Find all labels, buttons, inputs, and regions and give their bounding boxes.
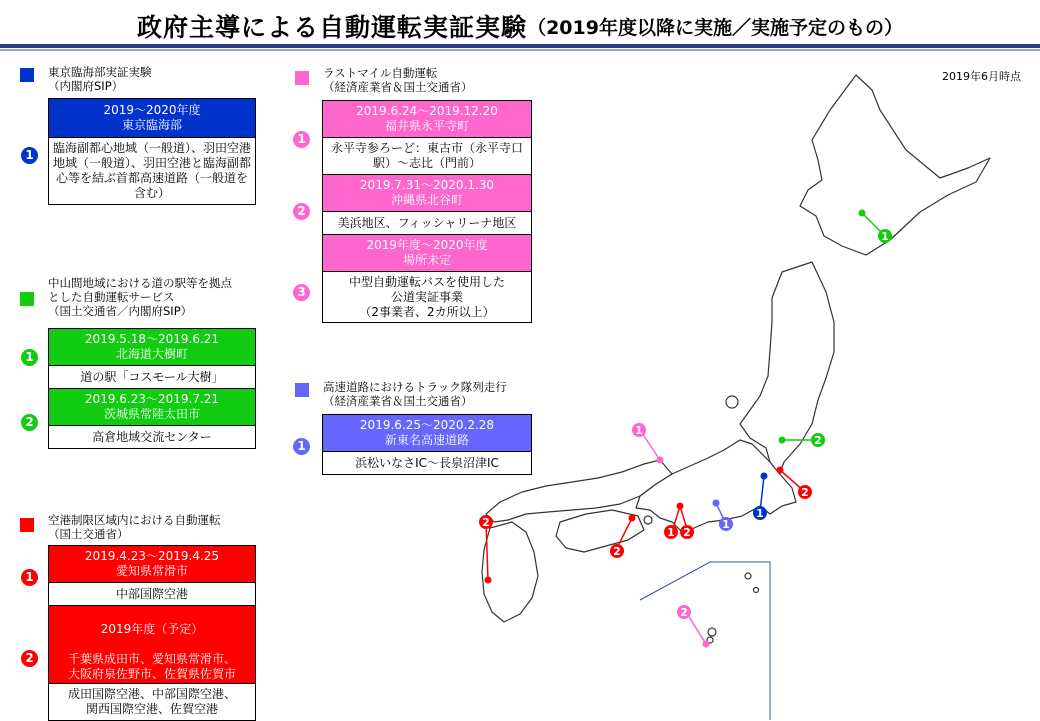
date: 2019.7.31～2020.1.30 (359, 178, 495, 192)
legend-square-green (20, 292, 34, 306)
page-title (0, 0, 1040, 44)
number-badge: 2 (21, 414, 38, 431)
place: 愛知県常滑市 (115, 564, 188, 578)
map-marker (719, 517, 733, 531)
tokyo-header (49, 99, 256, 138)
map-marker (664, 525, 678, 539)
place: 福井県永平寺町 (384, 119, 469, 133)
location-dot (859, 210, 866, 217)
place: 場所未定 (402, 253, 451, 267)
number-badge: 1 (21, 349, 38, 366)
kyushu-shape (482, 522, 538, 622)
mountain-header-2 (49, 389, 256, 426)
place: 新東名高速道路 (384, 433, 469, 447)
place: 沖縄県北谷町 (390, 193, 463, 207)
lastmile-desc-1: 永平寺参ろーど：東古市（永平寺口駅）～志比（門前） (323, 138, 532, 175)
svg-text:2: 2 (482, 516, 490, 529)
title-rule (0, 44, 1040, 48)
svg-text:2: 2 (680, 606, 688, 619)
map-marker (610, 544, 624, 558)
svg-text:1: 1 (635, 424, 643, 437)
number-badge: 3 (293, 284, 310, 301)
number-badge: 1 (293, 131, 310, 148)
islet-shape (754, 588, 759, 593)
svg-text:2: 2 (801, 486, 809, 499)
mountain-desc-2: 高倉地域交流センター (49, 426, 256, 449)
honshu-west-shape (486, 460, 672, 522)
map-marker (811, 433, 825, 447)
place: 東京臨海部 (121, 118, 182, 132)
awaji-island-shape (644, 516, 652, 524)
location-dot (485, 577, 492, 584)
airport-desc-2: 成田国際空港、中部国際空港、 関西国際空港、佐賀空港 (49, 684, 256, 721)
map-marker (632, 423, 646, 437)
lastmile-desc-3: 中型自動運転バスを使用した 公道実証事業 （2事業者、2カ所以上） (323, 272, 532, 323)
place: 北海道大樹町 (115, 347, 188, 361)
location-dot (657, 457, 664, 464)
date: 2019.6.23～2019.7.21 (84, 392, 220, 406)
okinawa-island-shape (708, 628, 716, 636)
place: 千葉県成田市、愛知県常滑市、 大阪府泉佐野市、佐賀県佐賀市 (67, 652, 236, 681)
svg-text:2: 2 (613, 545, 621, 558)
airport-header-1 (49, 546, 256, 583)
svg-text:1: 1 (722, 518, 730, 531)
legend-square-pink (295, 71, 309, 85)
svg-text:1: 1 (881, 230, 889, 243)
location-dot (779, 437, 786, 444)
title-sub: （2019年度以降に実施／実施予定のもの） (527, 17, 903, 39)
date: 2019.5.18～2019.6.21 (84, 332, 220, 346)
lastmile-desc-2: 美浜地区、フィッシャリーナ地区 (323, 212, 532, 235)
location-dot (777, 467, 784, 474)
section-title-truck: 高速道路におけるトラック隊列走行 （経済産業省＆国土交通省） (323, 380, 507, 408)
legend-square-blue (20, 68, 34, 82)
date: 2019.6.25～2020.2.28 (359, 418, 495, 432)
section-title-tokyo: 東京臨海部実証実験 （内閣府SIP） (48, 65, 152, 93)
legend-square-red (20, 518, 34, 532)
map-marker (479, 515, 493, 529)
japan-map (430, 70, 1040, 720)
date: 2019.4.23～2019.4.25 (84, 549, 220, 563)
section-title-airport: 空港制限区域内における自動運転 （国土交通省） (48, 513, 221, 541)
location-dot (703, 641, 710, 648)
tokyo-desc: 臨海副都心地域（一般道）、羽田空港地域（一般道）、羽田空港と臨海副都心等を結ぶ首都高速道路（一般道を含む） (49, 138, 256, 205)
map-marker (878, 229, 892, 243)
sado-island-shape (726, 396, 738, 408)
map-marker (753, 506, 767, 520)
mountain-header-1 (49, 329, 256, 366)
svg-text:2: 2 (683, 526, 691, 539)
date: 2019年度（予定） (100, 622, 204, 636)
airport-header-2 (49, 606, 256, 684)
number-badge: 1 (21, 569, 38, 586)
hokkaido-shape (800, 75, 990, 255)
map-marker (677, 605, 691, 619)
location-dot (677, 503, 684, 510)
mountain-desc-1: 道の駅「コスモール大樹」 (49, 366, 256, 389)
section-title-lastmile: ラストマイル自動運転 （経済産業省＆国土交通省） (323, 66, 473, 94)
islet-shape (745, 573, 751, 579)
svg-text:2: 2 (814, 434, 822, 447)
location-dot (761, 473, 768, 480)
number-badge: 1 (293, 438, 310, 455)
location-dot (629, 515, 636, 522)
tokyo-table (48, 98, 256, 205)
truck-desc: 浜松いなさIC～長泉沼津IC (323, 452, 532, 475)
number-badge: 1 (21, 147, 38, 164)
airport-desc-1: 中部国際空港 (49, 583, 256, 606)
mountain-table (48, 328, 256, 449)
map-marker (798, 485, 812, 499)
place: 茨城県常陸太田市 (103, 407, 200, 421)
section-title-mountain: 中山間地域における道の駅等を拠点 とした自動運転サービス （国土交通省／内閣府SIP） (48, 276, 232, 318)
date: 2019.6.24～2019.12.20 (356, 104, 498, 118)
date: 2019年度～2020年度 (366, 238, 488, 252)
date: 2019～2020年度 (103, 103, 201, 117)
title-main: 政府主導による自動運転実証実験 (137, 13, 528, 42)
svg-text:1: 1 (756, 507, 764, 520)
svg-text:1: 1 (667, 526, 675, 539)
as-of-date: 2019年6月時点 (942, 70, 1021, 83)
location-dot (713, 500, 720, 507)
title-rule-thin (0, 49, 1040, 51)
number-badge: 2 (21, 650, 38, 667)
legend-square-violet (295, 383, 309, 397)
airport-table (48, 545, 256, 721)
map-marker (680, 525, 694, 539)
number-badge: 2 (293, 203, 310, 220)
